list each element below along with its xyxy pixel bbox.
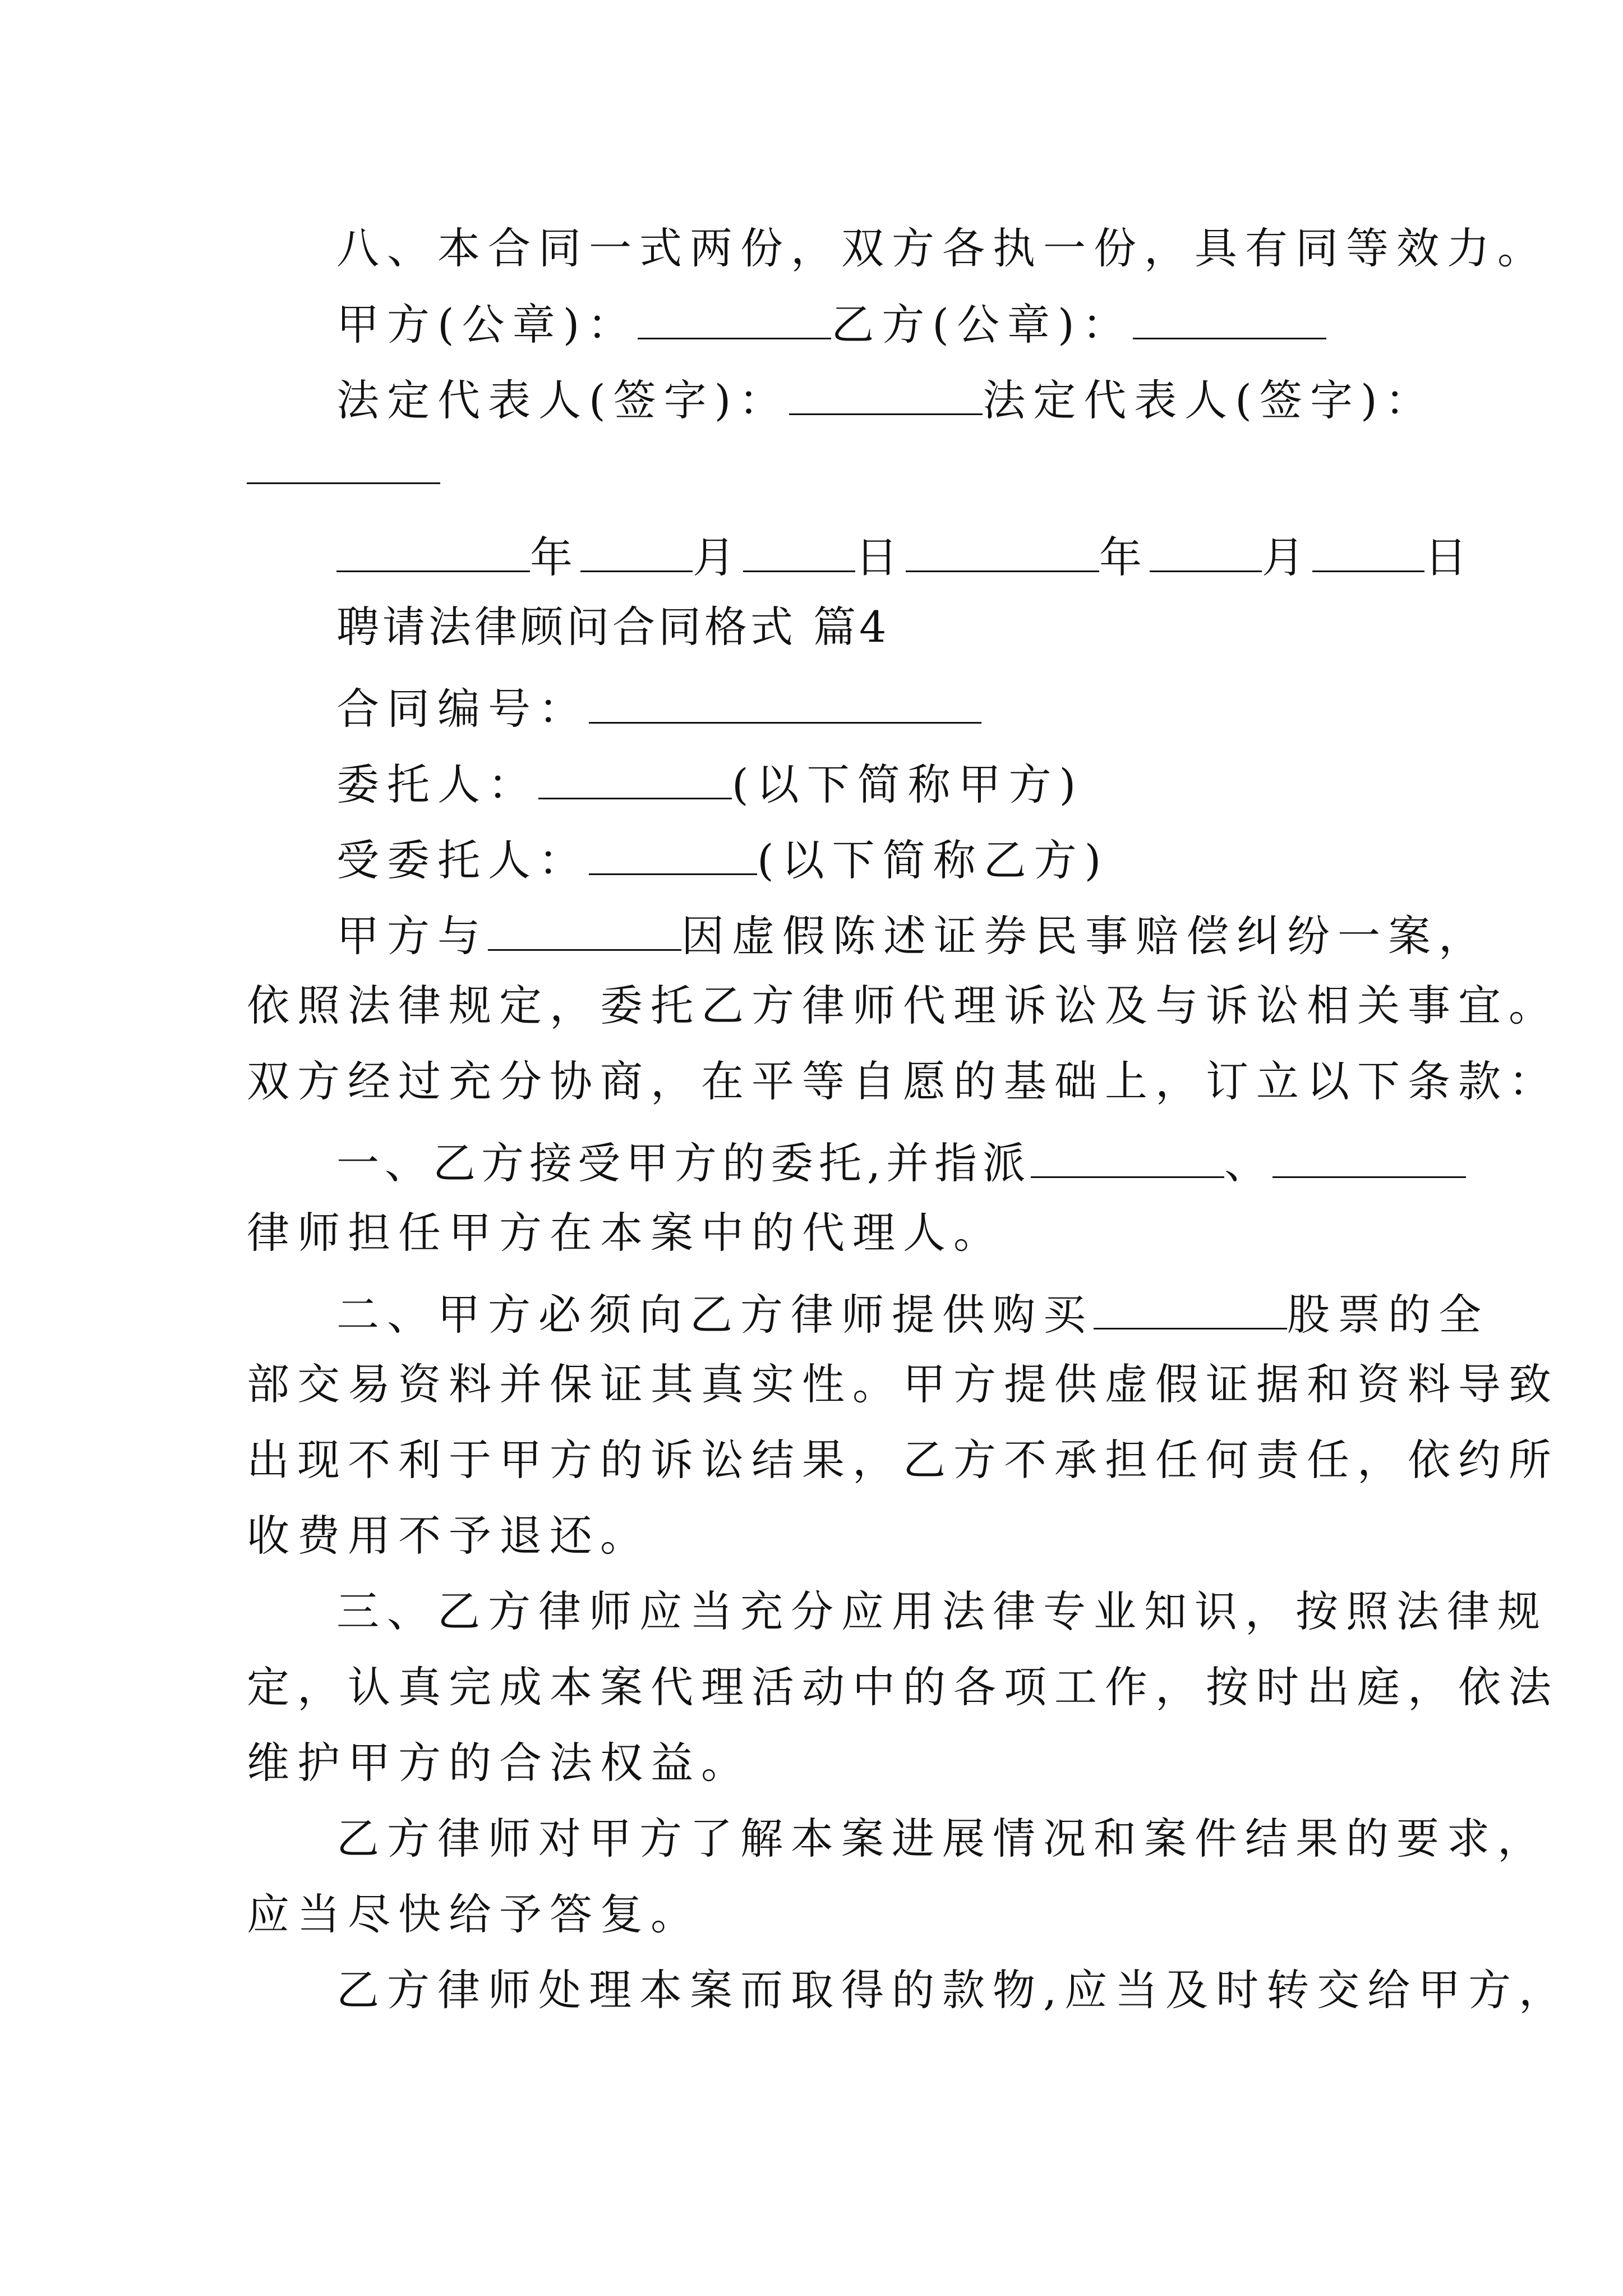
clause-two: 二、甲方必须向乙方律师提供购买 股票的全 xyxy=(336,1287,1489,1336)
section-title: 聘请法律顾问合同格式 篇4 xyxy=(336,602,890,652)
clause-two-line3: 出现不利于甲方的诉讼结果，乙方不承担任何责任，依约所 xyxy=(247,1435,1559,1485)
contract-number-line: 合同编号： xyxy=(336,682,981,730)
paragraph-intro-line2: 依照法律规定，委托乙方律师代理诉讼及与诉讼相关事宜。 xyxy=(247,981,1559,1030)
agent-blank xyxy=(589,833,757,875)
lawyer-b-blank xyxy=(1272,1136,1466,1178)
clause-eight: 八、本合同一式两份，双方各执一份，具有同等效力。 xyxy=(336,223,1548,273)
clause-three: 三、乙方律师应当充分应用法律专业知识，按照法律规 xyxy=(336,1586,1548,1636)
lawyer-a-blank xyxy=(1031,1136,1224,1178)
clause-three-line2: 定，认真完成本案代理活动中的各项工作，按时出庭，依法 xyxy=(247,1662,1559,1712)
month-a-blank xyxy=(580,530,693,572)
month-b-blank xyxy=(1150,530,1262,572)
year-b-blank xyxy=(906,530,1099,572)
day-b-blank xyxy=(1312,530,1424,572)
stock-blank xyxy=(1094,1287,1287,1329)
party-a-rep-blank xyxy=(789,373,983,415)
clause-two-line2: 部交易资料并保证其真实性。甲方提供虚假证据和资料导致 xyxy=(247,1359,1559,1409)
agent-line: 受委托人： (以下简称乙方) xyxy=(336,833,1109,882)
clause-one: 一、乙方接受甲方的委托,并指派 、 xyxy=(336,1136,1466,1185)
paragraph-intro-line3: 双方经过充分协商，在平等自愿的基础上，订立以下条款： xyxy=(247,1056,1559,1106)
principal-blank xyxy=(538,757,732,799)
year-a-blank xyxy=(336,530,530,572)
party-b-seal-blank xyxy=(1133,297,1326,339)
clause-reply-line2: 应当尽快给予答复。 xyxy=(247,1889,701,1939)
clause-two-line4: 收费用不予退还。 xyxy=(247,1511,651,1561)
principal-line: 委托人： (以下简称甲方) xyxy=(336,757,1083,806)
clause-property: 乙方律师处理本案而取得的款物,应当及时转交给甲方， xyxy=(336,1965,1570,2015)
defendant-blank xyxy=(488,909,681,951)
contract-number-blank xyxy=(589,682,981,724)
clause-three-line3: 维护甲方的合法权益。 xyxy=(247,1738,751,1788)
clause-reply: 乙方律师对甲方了解本案进展情况和案件结果的要求， xyxy=(336,1814,1548,1864)
clause-one-line2: 律师担任甲方在本案中的代理人。 xyxy=(247,1208,1004,1258)
party-a-seal-blank xyxy=(638,297,831,339)
party-b-rep-blank xyxy=(247,482,440,484)
date-line: 年 月 日 年 月 日 xyxy=(336,530,1475,579)
day-a-blank xyxy=(743,530,855,572)
paragraph-intro: 甲方与 因虚假陈述证券民事赔偿纠纷一案， xyxy=(336,909,1489,958)
seal-line: 甲方(公章)： 乙方(公章)： xyxy=(336,297,1326,346)
signature-line: 法定代表人(签字)： 法定代表人(签字)： xyxy=(336,373,1436,422)
